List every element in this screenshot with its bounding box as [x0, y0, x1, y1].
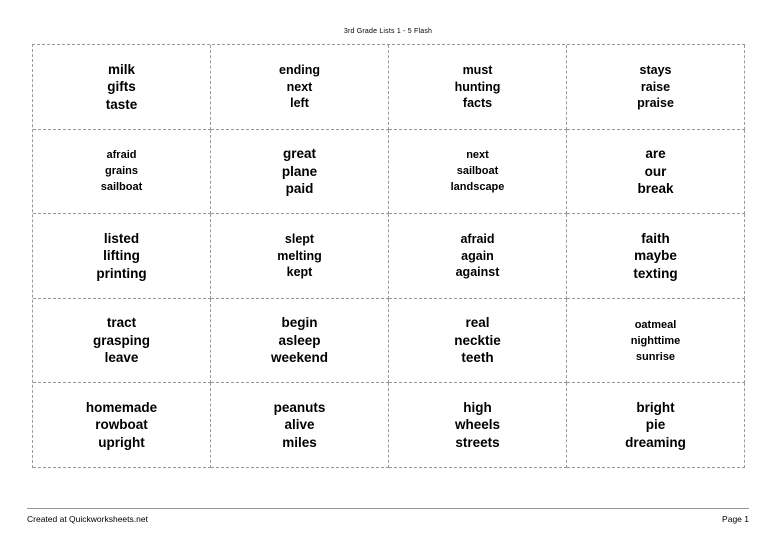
- flashcard: [389, 45, 567, 130]
- flashcard-word: pie: [645, 417, 666, 433]
- flashcard: [33, 383, 211, 468]
- flashcard: [389, 383, 567, 468]
- flashcard: [33, 299, 211, 384]
- flashcard-word: begin: [281, 315, 318, 331]
- flashcard-word: necktie: [454, 332, 501, 348]
- page-number: Page 1: [722, 514, 749, 524]
- flashcard-word: weekend: [270, 350, 329, 366]
- flashcard-word: rowboat: [95, 417, 148, 433]
- flashcard-word: grasping: [92, 332, 150, 348]
- flashcard: [211, 45, 389, 130]
- flashcard-word: streets: [455, 434, 500, 450]
- flashcard-word: sailboat: [456, 165, 499, 178]
- flashcard: [211, 130, 389, 215]
- flashcard-word: melting: [277, 248, 322, 263]
- flashcard: [211, 214, 389, 299]
- flashcard-word: next: [286, 79, 313, 94]
- flashcard-word: tract: [106, 315, 137, 331]
- flashcard-word: milk: [107, 61, 135, 77]
- flashcard-word: kept: [286, 265, 313, 280]
- flashcard-word: against: [455, 265, 500, 280]
- flashcard: [33, 214, 211, 299]
- flashcard-word: stays: [639, 63, 672, 78]
- flashcard-word: must: [462, 63, 493, 78]
- flashcard-word: paid: [285, 181, 314, 197]
- flashcard: [567, 130, 745, 215]
- flashcard-word: real: [465, 315, 490, 331]
- flashcard-grid: [32, 44, 745, 468]
- flashcard-word: afraid: [460, 232, 495, 247]
- flashcard-word: plane: [281, 163, 318, 179]
- flashcard-word: bright: [636, 399, 675, 415]
- flashcard-word: alive: [284, 417, 315, 433]
- flashcard-word: ending: [279, 63, 320, 78]
- flashcard-word: peanuts: [273, 399, 326, 415]
- flashcard-word: texting: [633, 265, 678, 281]
- flashcard: [33, 45, 211, 130]
- footer-credit: Created at Quickworksheets.net: [27, 514, 148, 524]
- flashcard-word: sunrise: [635, 350, 676, 363]
- flashcard-word: high: [463, 399, 492, 415]
- flashcard-word: next: [466, 149, 489, 162]
- flashcard-word: upright: [98, 434, 145, 450]
- flashcard: [389, 214, 567, 299]
- flashcard-word: asleep: [278, 332, 321, 348]
- flashcard-word: oatmeal: [634, 318, 677, 331]
- flashcard: [567, 299, 745, 384]
- flashcard-word: lifting: [103, 248, 140, 264]
- flashcard-word: leave: [104, 350, 139, 366]
- flashcard-word: break: [637, 181, 674, 197]
- flashcard-word: faith: [641, 230, 670, 246]
- flashcard-word: raise: [640, 79, 671, 94]
- flashcard-word: facts: [462, 96, 493, 111]
- flashcard-word: homemade: [85, 399, 158, 415]
- flashcard-word: our: [644, 163, 667, 179]
- flashcard-word: afraid: [106, 149, 137, 162]
- flashcard-word: dreaming: [625, 434, 686, 450]
- flashcard: [33, 130, 211, 215]
- flashcard-word: teeth: [461, 350, 494, 366]
- flashcard-word: are: [645, 146, 666, 162]
- flashcard-word: great: [282, 146, 316, 162]
- flashcard-word: slept: [284, 232, 315, 247]
- flashcard-word: praise: [637, 96, 674, 111]
- flashcard-word: left: [290, 96, 309, 111]
- flashcard: [389, 130, 567, 215]
- footer-divider: [27, 508, 749, 509]
- flashcard-word: sailboat: [100, 181, 143, 194]
- flashcard-word: miles: [282, 434, 317, 450]
- flashcard-word: taste: [105, 96, 138, 112]
- flashcard: [567, 214, 745, 299]
- flashcard-word: wheels: [454, 417, 501, 433]
- flashcard-word: grains: [104, 165, 138, 178]
- flashcard-word: again: [461, 248, 494, 263]
- flashcard: [211, 383, 389, 468]
- flashcard: [211, 299, 389, 384]
- flashcard: [567, 383, 745, 468]
- flashcard-word: printing: [96, 265, 147, 281]
- flashcard-word: landscape: [450, 181, 505, 194]
- page-title: 3rd Grade Lists 1 - 5 Flash: [343, 28, 433, 35]
- flashcard-word: gifts: [107, 79, 136, 95]
- flashcard: [389, 299, 567, 384]
- flashcard-word: hunting: [454, 79, 501, 94]
- flashcard-word: maybe: [634, 248, 677, 264]
- flashcard: [567, 45, 745, 130]
- flashcard-word: listed: [103, 230, 140, 246]
- flashcard-word: nighttime: [630, 334, 681, 347]
